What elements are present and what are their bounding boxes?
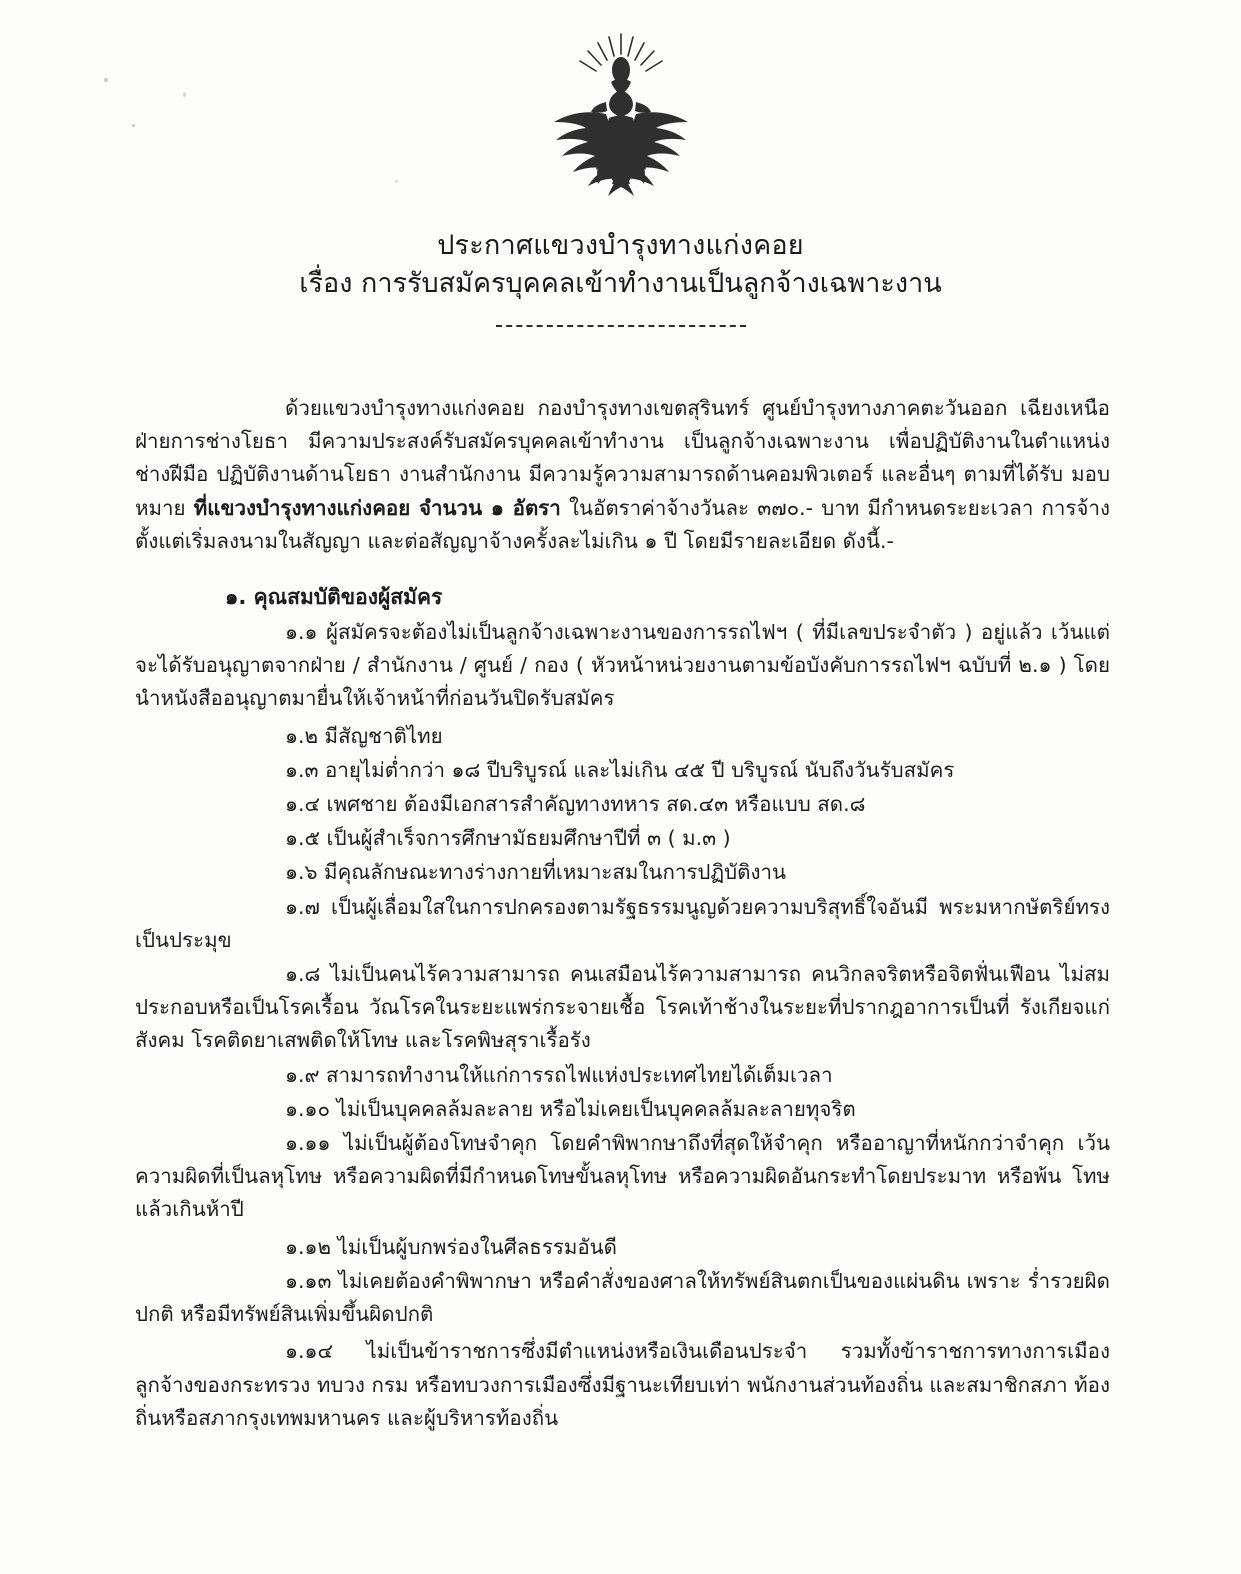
divider xyxy=(0,325,1241,327)
qualification-item: ๑.๑๓ ไม่เคยต้องคำพิพากษา หรือคำสั่งของศาลให้ทรัพย์สินตกเป็นของแผ่นดิน เพราะ ร่ำรวยผิดปกติ หรือมีทรัพย์สินเพิ่มขึ้นผิดปกติ xyxy=(135,1268,1110,1327)
qualification-item: ๑.๖ มีคุณลักษณะทางร่างกายที่เหมาะสมในการปฏิบัติงาน xyxy=(285,860,787,885)
qualification-item: ๑.๓ อายุไม่ต่ำกว่า ๑๘ ปีบริบูรณ์ และไม่เกิน ๔๕ ปี บริบูรณ์ นับถึงวันรับสมัคร xyxy=(285,757,955,782)
document-body xyxy=(135,392,1110,1436)
qualification-item: ๑.๑๐ ไม่เป็นบุคคลล้มละลาย หรือไม่เคยเป็นบุคคลล้มละลายทุจริต xyxy=(285,1096,856,1121)
qualification-item: ๑.๘ ไม่เป็นคนไร้ความสามารถ คนเสมือนไร้ความสามารถ คนวิกลจริตหรือจิตฟั่นเฟือน ไม่สมประกอบหรือเป็นโรคเรื้อน วัณโรคในระยะแพร่กระจายเชื้อ โรคเท้าช้างในระยะที่ปรากฎอาการเป็นที่ รังเกียจแก่สังคม โรคติดยาเสพติดให้โทษ และโรคพิษสุราเรื้อรัง xyxy=(135,962,1110,1053)
document-titles xyxy=(0,228,1241,327)
royal-garuda-emblem xyxy=(0,32,1241,202)
qualification-item: ๑.๔ เพศชาย ต้องมีเอกสารสำคัญทางทหาร สด.๔๓ หรือแบบ สด.๘ xyxy=(285,792,866,817)
section-heading-qualifications: ๑. คุณสมบัติของผู้สมัคร xyxy=(225,585,443,610)
announcement-subject: เรื่อง การรับสมัครบุคคลเข้าทำงานเป็นลูกจ้างเฉพาะงาน xyxy=(299,268,942,300)
qualification-item: ๑.๑๔ ไม่เป็นข้าราชการซึ่งมีตำแหน่งหรือเงินเดือนประจำ รวมทั้งข้าราชการทางการเมือง ลูกจ้างของกระทรวง ทบวง กรม หรือทบวงการเมืองซึ่งมีฐานะเทียบเท่า พนักงานส่วนท้องถิ่น และสมาชิกสภา ท้องถิ่นหรือสภากรุงเทพมหานคร และผู้บริหารท้องถิ่น xyxy=(135,1339,1110,1430)
qualification-item: ๑.๑๑ ไม่เป็นผู้ต้องโทษจำคุก โดยคำพิพากษาถึงที่สุดให้จำคุก หรืออาญาที่หนักกว่าจำคุก เว้นความผิดที่เป็นลหุโทษ หรือความผิดที่มีกำหนดโทษขั้นลหุโทษ หรือความผิดอันกระทำโดยประมาท หรือพ้น โทษแล้วเกินห้าปี xyxy=(135,1131,1110,1222)
qualification-item: ๑.๕ เป็นผู้สำเร็จการศึกษามัธยมศึกษาปีที่ ๓ ( ม.๓ ) xyxy=(285,826,731,851)
announcement-title: ประกาศแขวงบำรุงทางแก่งคอย xyxy=(437,230,804,261)
intro-part2: ในอัตราค่าจ้างวันละ ๓๗๐.- บาท มีกำหนดระยะเวลา การจ้างตั้งแต่เริ่มลงนามในสัญญา และต่อสัญญาจ้างครั้งละไม่เกิน ๑ ปี โดยมีรายละเอียด ดังนี้.- xyxy=(135,495,1110,553)
qualification-item: ๑.๗ เป็นผู้เลื่อมใสในการปกครองตามรัฐธรรมนูญด้วยความบริสุทธิ์ใจอันมี พระมหากษัตริย์ทรงเป็นประมุข xyxy=(135,894,1110,952)
qualification-item: ๑.๑ ผู้สมัครจะต้องไม่เป็นลูกจ้างเฉพาะงานของการรถไฟฯ ( ที่มีเลขประจำตัว ) อยู่แล้ว เว้นแต่จะได้รับอนุญาตจากฝ่าย / สำนักงาน / ศูนย์ / กอง ( หัวหน้าหน่วยงานตามข้อบังคับการรถไฟฯ ฉบับที่ ๒.๑ ) โดยนำหนังสืออนุญาตมายื่นให้เจ้าหน้าที่ก่อนวันปิดรับสมัคร xyxy=(135,620,1110,711)
qualification-item: ๑.๙ สามารถทำงานให้แก่การรถไฟแห่งประเทศไทยได้เต็มเวลา xyxy=(285,1062,833,1087)
qualification-item: ๑.๑๒ ไม่เป็นผู้บกพร่องในศีลธรรมอันดี xyxy=(285,1234,617,1259)
intro-paragraph xyxy=(135,392,1110,558)
qualification-item: ๑.๒ มีสัญชาติไทย xyxy=(285,723,443,748)
dashed-divider-line xyxy=(496,325,746,327)
intro-part1: ด้วยแขวงบำรุงทางแก่งคอย กองบำรุงทางเขตสุรินทร์ ศูนย์บำรุงทางภาคตะวันออก เฉียงเหนือ ฝ่ายการช่างโยธา มีความประสงค์รับสมัครบุคคลเข้าทำงาน เป็นลูกจ้างเฉพาะงาน เพื่อปฏิบัติงานในตำแหน่ง ช่างฝีมือ ปฏิบัติงานด้านโยธา งานสำนักงาน มีความรู้ความสามารถด้านคอมพิวเตอร์ และอื่นๆ ตามที่ได้รับ มอบหมาย xyxy=(135,396,1110,520)
intro-bold-part: ที่แขวงบำรุงทางแก่งคอย จำนวน ๑ อัตรา xyxy=(193,495,561,520)
